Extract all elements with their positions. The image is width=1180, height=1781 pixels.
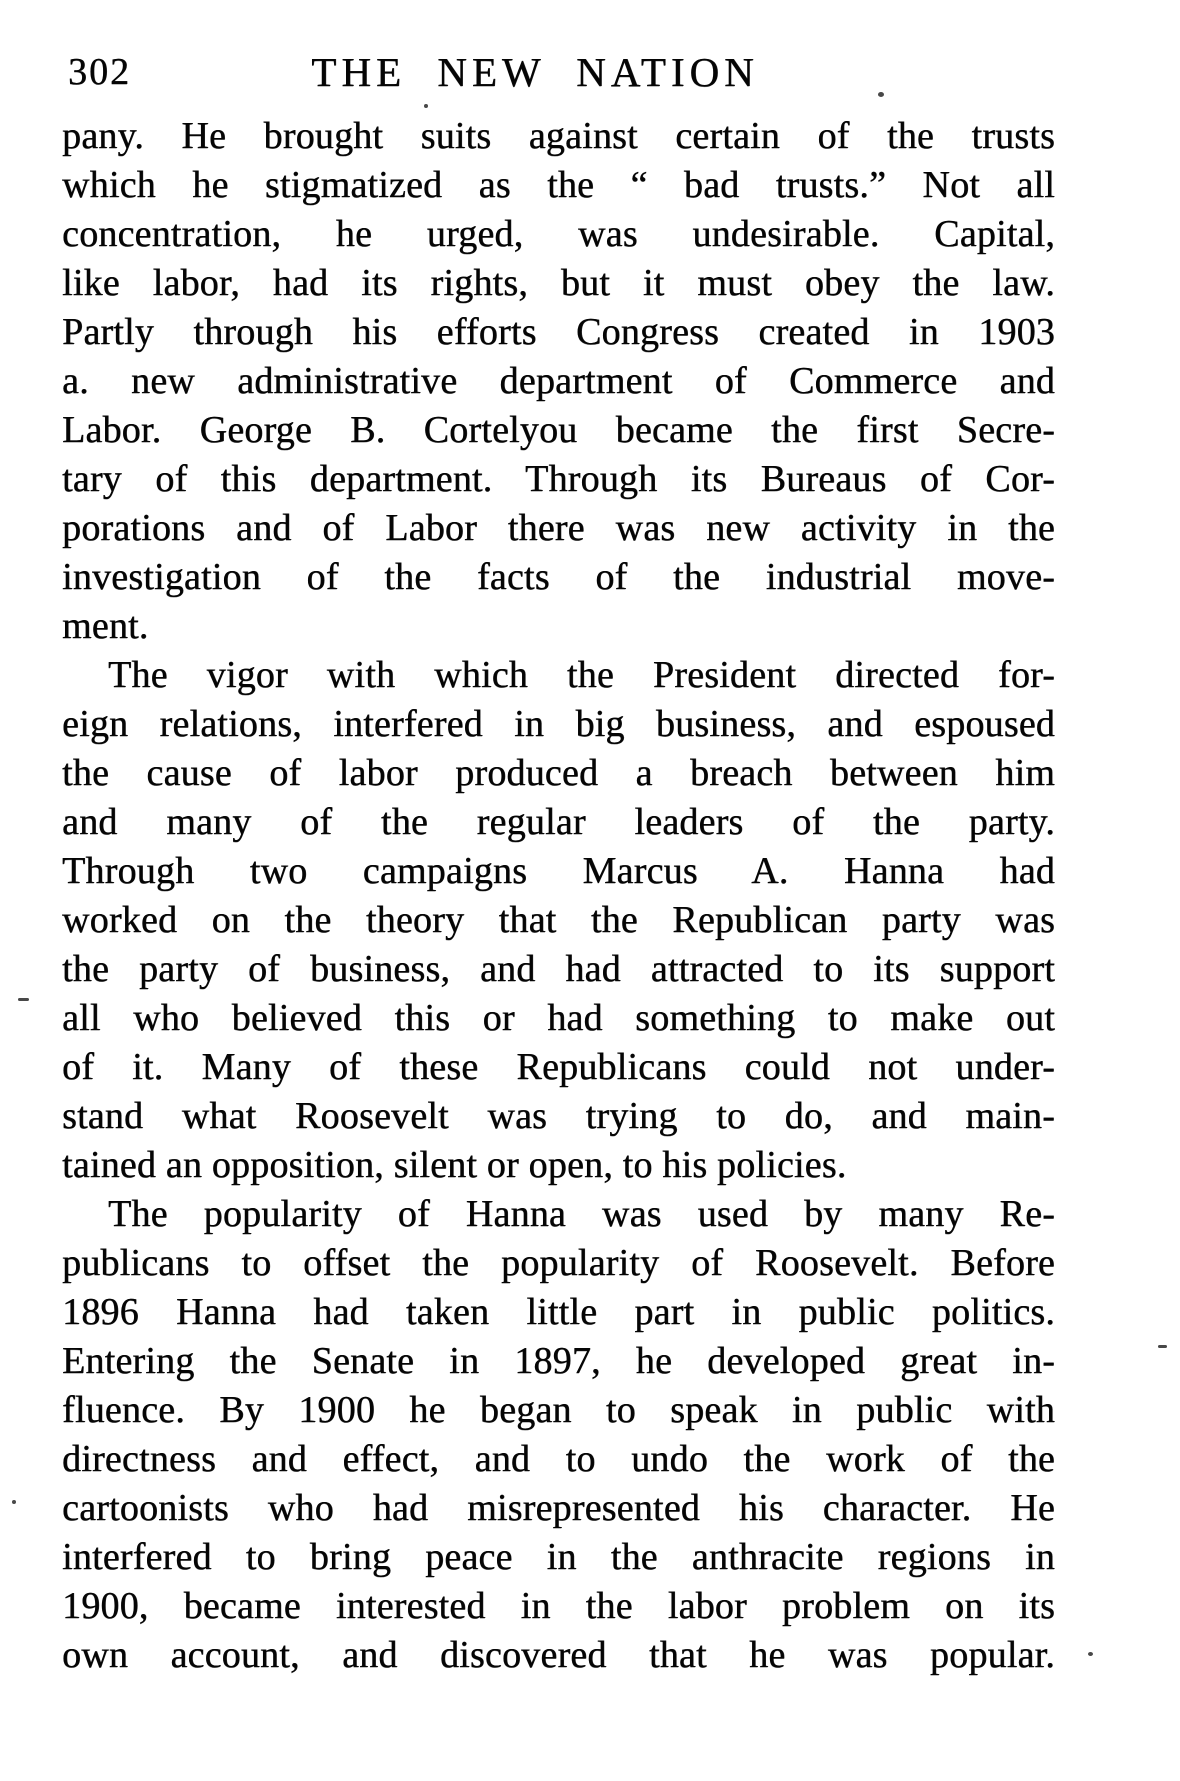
text-line: the party of business, and had attracted to its support bbox=[62, 948, 1055, 990]
text-line: 1896 Hanna had taken little part in public politics. bbox=[62, 1291, 1055, 1333]
text-line: all who believed this or had something to make out bbox=[62, 997, 1055, 1039]
text-line: publicans to offset the popularity of Roosevelt. Before bbox=[62, 1242, 1055, 1284]
text-line: pany. He brought suits against certain of the trusts bbox=[62, 115, 1055, 157]
text-line: porations and of Labor there was new activity in the bbox=[62, 507, 1055, 549]
text-line: concentration, he urged, was undesirable. Capital, bbox=[62, 213, 1055, 255]
scan-artifact bbox=[1158, 1345, 1167, 1348]
text-line: eign relations, interfered in big business, and espoused bbox=[62, 703, 1055, 745]
text-line: like labor, had its rights, but it must obey the law. bbox=[62, 262, 1055, 304]
scan-artifact bbox=[1088, 1652, 1093, 1656]
paragraph bbox=[62, 651, 1055, 1190]
scan-artifact bbox=[424, 104, 428, 108]
scan-artifact bbox=[12, 1500, 16, 1504]
text-line: ment. bbox=[62, 605, 149, 647]
text-line: and many of the regular leaders of the party. bbox=[62, 801, 1055, 843]
text-line: which he stigmatized as the “ bad trusts.” Not all bbox=[62, 164, 1055, 206]
paragraph bbox=[62, 112, 1055, 651]
text-line: cartoonists who had misrepresented his character. He bbox=[62, 1487, 1055, 1529]
text-line: of it. Many of these Republicans could not under- bbox=[62, 1046, 1055, 1088]
text-line: directness and effect, and to undo the work of the bbox=[62, 1438, 1055, 1480]
text-line: interfered to bring peace in the anthracite regions in bbox=[62, 1536, 1055, 1578]
text-line: stand what Roosevelt was trying to do, and main- bbox=[62, 1095, 1055, 1137]
text-line: tary of this department. Through its Bureaus of Cor- bbox=[62, 458, 1055, 500]
text-line: a. new administrative department of Commerce and bbox=[62, 360, 1055, 402]
page-header bbox=[62, 48, 1118, 98]
page-body bbox=[62, 112, 1055, 1680]
text-line: Labor. George B. Cortelyou became the first Secre- bbox=[62, 409, 1055, 451]
text-line: the cause of labor produced a breach between him bbox=[62, 752, 1055, 794]
text-line: Through two campaigns Marcus A. Hanna had bbox=[62, 850, 1055, 892]
text-line: Entering the Senate in 1897, he developed great in- bbox=[62, 1340, 1055, 1382]
text-line: investigation of the facts of the industrial move- bbox=[62, 556, 1055, 598]
running-title: THE NEW NATION bbox=[311, 49, 759, 95]
text-line: Partly through his efforts Congress created in 1903 bbox=[62, 311, 1055, 353]
scan-artifact bbox=[18, 998, 29, 1001]
text-line: worked on the theory that the Republican party was bbox=[62, 899, 1055, 941]
paragraph bbox=[62, 1190, 1055, 1680]
text-line: tained an opposition, silent or open, to his policies. bbox=[62, 1144, 847, 1186]
text-line: 1900, became interested in the labor problem on its bbox=[62, 1585, 1055, 1627]
text-line: The popularity of Hanna was used by many Re- bbox=[108, 1193, 1055, 1235]
text-line: The vigor with which the President directed for- bbox=[108, 654, 1055, 696]
page-number: 302 bbox=[68, 51, 131, 93]
text-line: fluence. By 1900 he began to speak in public with bbox=[62, 1389, 1055, 1431]
text-line: own account, and discovered that he was popular. bbox=[62, 1634, 1055, 1676]
scan-artifact bbox=[878, 92, 884, 97]
